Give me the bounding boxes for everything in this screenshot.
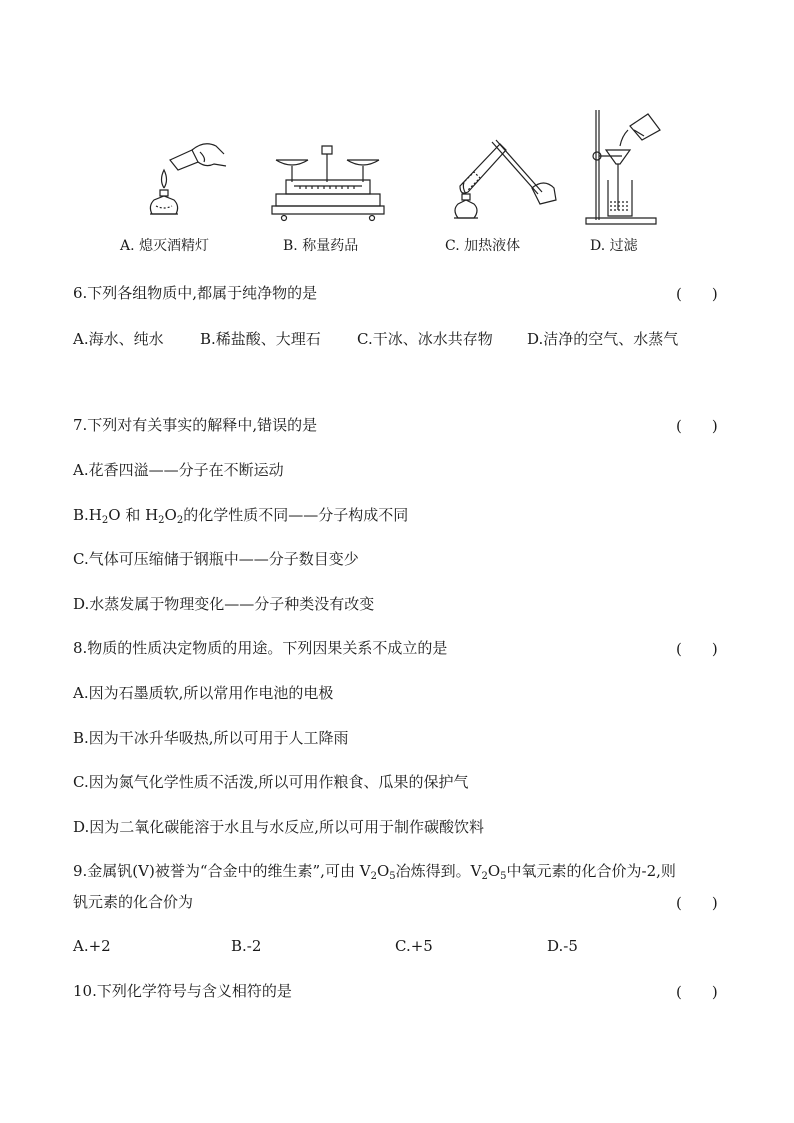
q8-option-d: D.因为二氧化碳能溶于水且与水反应,所以可用于制作碳酸饮料 [73, 818, 485, 836]
q9-option-a: A.+2 [73, 937, 111, 955]
q6-stem: 6.下列各组物质中,都属于纯净物的是 [73, 284, 318, 302]
q7-stem: 7.下列对有关事实的解释中,错误的是 [73, 416, 318, 434]
filtration-icon [582, 106, 672, 226]
figure-d [582, 106, 672, 226]
q6-answer-paren: ( ) [676, 285, 718, 303]
alcohol-lamp-capping-icon [140, 140, 230, 220]
figure-b [270, 142, 385, 222]
figure-a-caption: A. 熄灭酒精灯 [120, 238, 210, 254]
q8-option-a: A.因为石墨质软,所以常用作电池的电极 [73, 684, 334, 702]
figure-c-caption: C. 加热液体 [445, 238, 521, 254]
q9-option-c: C.+5 [395, 937, 433, 955]
q9-stem-line1: 9.金属钒(V)被誉为“合金中的维生素”,可由 $V_2O_5$冶炼得到。$V_2O_5$中氧元素的化合价为-2,则 [73, 862, 676, 882]
figure-c [440, 138, 560, 223]
q7-answer-paren: ( ) [676, 417, 718, 435]
q10-answer-paren: ( ) [676, 983, 718, 1001]
q8-option-c: C.因为氮气化学性质不活泼,所以可用作粮食、瓜果的保护气 [73, 773, 469, 791]
q8-answer-paren: ( ) [676, 640, 718, 658]
q9-stem-line2: 钒元素的化合价为 [73, 893, 194, 911]
q6-option-c: C.干冰、冰水共存物 [357, 330, 493, 348]
q9-answer-paren: ( ) [676, 894, 718, 912]
figure-a [140, 140, 230, 220]
q7-option-c: C.气体可压缩储于钢瓶中——分子数目变少 [73, 550, 359, 568]
q7-option-a: A.花香四溢——分子在不断运动 [73, 461, 284, 479]
q8-option-b: B.因为干冰升华吸热,所以可用于人工降雨 [73, 729, 349, 747]
q9-option-b: B.-2 [231, 937, 262, 955]
apparatus-figures [0, 100, 794, 260]
test-tube-heating-icon [440, 138, 560, 223]
q6-option-a: A.海水、纯水 [73, 330, 164, 348]
q7-option-b: $B.H_2O$ 和 $H_2O_2$的化学性质不同——分子构成不同 [73, 506, 409, 526]
q6-option-d: D.洁净的空气、水蒸气 [527, 330, 679, 348]
q6-option-b: B.稀盐酸、大理石 [200, 330, 321, 348]
balance-weighing-icon [270, 142, 385, 222]
figure-b-caption: B. 称量药品 [283, 238, 359, 254]
q7-option-d: D.水蒸发属于物理变化——分子种类没有改变 [73, 595, 375, 613]
q8-stem: 8.物质的性质决定物质的用途。下列因果关系不成立的是 [73, 639, 448, 657]
q9-option-d: D.-5 [547, 937, 578, 955]
q10-stem: 10.下列化学符号与含义相符的是 [73, 982, 292, 1000]
figure-d-caption: D. 过滤 [590, 238, 638, 254]
